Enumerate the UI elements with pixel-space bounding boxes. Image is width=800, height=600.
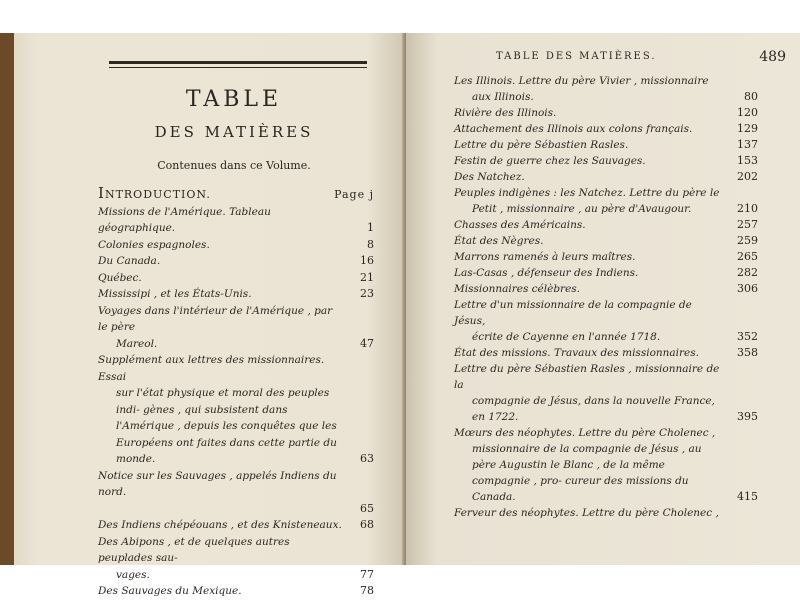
toc-entry: Las-Casas , défenseur des Indiens. 282 — [454, 266, 758, 279]
top-rule-thin — [109, 67, 367, 68]
toc-entry: Missionnaires célèbres. 306 — [454, 282, 758, 295]
toc-entry: Des Natchez. 202 — [454, 170, 758, 183]
toc-entry: Voyages dans l'intérieur de l'Amérique , par le père Mareol. 47 — [98, 304, 374, 350]
contents-line: Contenues dans ce Volume. — [157, 159, 311, 172]
toc-entry: Attachement des Illinois aux colons français. 129 — [454, 122, 758, 135]
right-page — [406, 33, 800, 565]
toc-entry: Supplément aux lettres des missionnaires. Essai sur l'état physique et moral des peuples indi- gènes , qui subsistent dans l'Amérique , depuis les conquêtes que les Européens ont faites dans cette partie du monde. 63 — [98, 354, 374, 465]
toc-entry: Notice sur les Sauvages , appelés Indiens du nord. 65 — [98, 469, 374, 515]
page-number: 489 — [759, 49, 786, 65]
running-header: TABLE DES MATIÈRES. 489 — [496, 49, 786, 65]
toc-entry: Marrons ramenés à leurs maîtres. 265 — [454, 250, 758, 263]
toc-entry: Les Illinois. Lettre du père Vivier , missionnaire aux Illinois. 80 — [454, 75, 758, 103]
toc-entry: Peuples indigènes : les Natchez. Lettre du père le Petit , missionnaire , au père d'Avaugour. 210 — [454, 187, 758, 215]
toc-entry: Des Sauvages du Mexique. 78 — [98, 584, 374, 597]
toc-entry: Des Indiens chépéouans , et des Knisteneaux. 68 — [98, 518, 374, 531]
page-subtitle: DES MATIÈRES — [154, 123, 314, 141]
toc-entry-introduction: INTRODUCTION. Page j — [98, 184, 374, 202]
open-book — [0, 33, 800, 597]
page-title: TABLE — [185, 87, 283, 112]
top-rule — [109, 61, 367, 64]
left-page — [14, 33, 406, 597]
toc-list-right — [454, 73, 758, 521]
toc-entry: Lettre d'un missionnaire de la compagnie de Jésus, écrite de Cayenne en l'année 1718. 352 — [454, 299, 758, 343]
toc-entry: Festin de guerre chez les Sauvages. 153 — [454, 154, 758, 167]
toc-entry: Des Abipons , et de quelques autres peuplades sau- vages. 77 — [98, 535, 374, 581]
toc-entry: Missions de l'Amérique. Tableau géographique. 1 — [98, 205, 374, 234]
toc-list-left — [98, 185, 374, 600]
toc-entry: Mœurs des néophytes. Lettre du père Cholenec , missionnaire de la compagnie de Jésus , au père Augustin le Blanc , de la même compagnie , pro- cureur des missions du Canada. 415 — [454, 427, 758, 503]
toc-entry: Québec. 21 — [98, 270, 374, 284]
toc-entry: Ferveur des néophytes. Lettre du père Cholenec , — [454, 507, 719, 519]
toc-entry: Lettre du père Sébastien Rasles , missionnaire de la compagnie de Jésus, dans la nouvelle France, en 1722. 395 — [454, 363, 758, 423]
toc-entry: Du Canada. 16 — [98, 254, 374, 267]
toc-entry: Colonies espagnoles. 8 — [98, 237, 374, 251]
toc-entry: État des missions. Travaux des missionnaires. 358 — [454, 346, 758, 359]
toc-entry: Rivière des Illinois. 120 — [454, 106, 758, 119]
toc-entry: Lettre du père Sébastien Rasles. 137 — [454, 138, 758, 151]
toc-entry: Chasses des Américains. 257 — [454, 218, 758, 231]
toc-entry: État des Nègres. 259 — [454, 234, 758, 247]
toc-page: Page j — [334, 188, 374, 201]
toc-entry: Mississipi , et les États-Unis. 23 — [98, 287, 374, 300]
